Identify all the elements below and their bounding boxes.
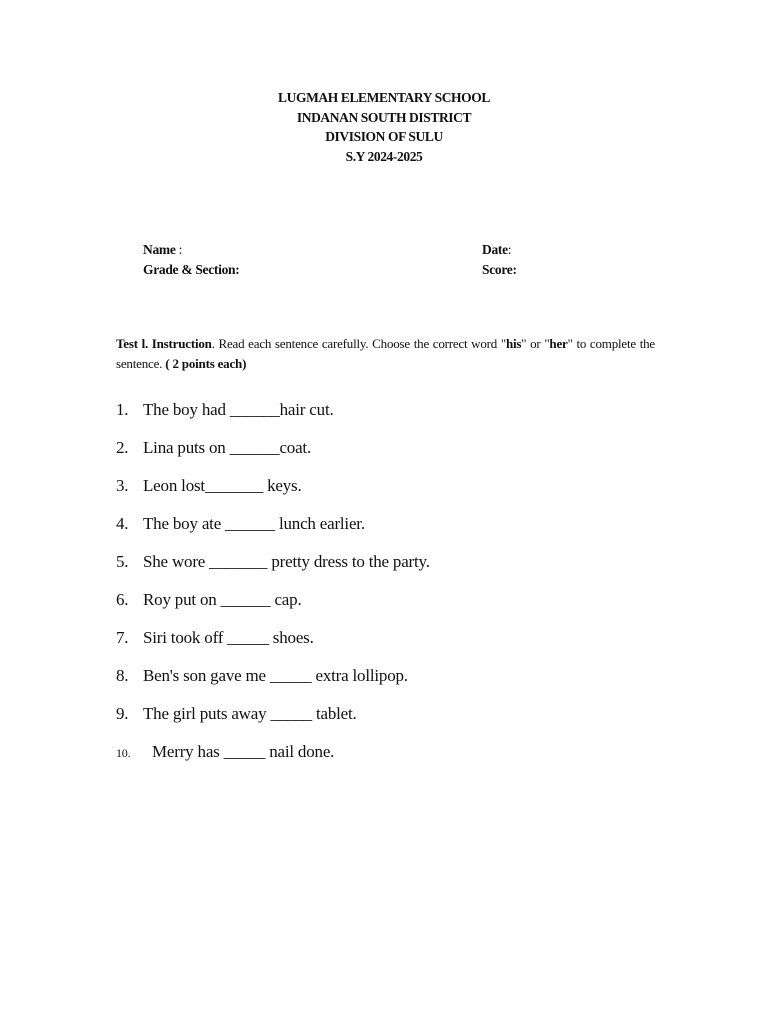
question-text: The boy had ______hair cut. <box>143 400 334 419</box>
school-name: LUGMAH ELEMENTARY SCHOOL <box>278 90 490 105</box>
name-field <box>143 240 239 260</box>
date-label: Date <box>482 242 508 257</box>
question-text: Roy put on ______ cap. <box>143 590 302 609</box>
name-label: Name <box>143 242 176 257</box>
name-separator: : <box>175 242 183 257</box>
school-header <box>0 88 768 166</box>
student-info-right <box>482 240 517 279</box>
question-item <box>116 703 430 741</box>
question-text: Siri took off _____ shoes. <box>143 628 314 647</box>
question-text: The boy ate ______ lunch earlier. <box>143 514 365 533</box>
instruction-text-3: " to complete the sentence. <box>116 336 655 371</box>
points-note: ( 2 points each) <box>165 355 247 371</box>
question-item <box>116 589 430 627</box>
question-number: 2. <box>116 438 129 457</box>
question-item <box>116 475 430 513</box>
question-number: 10. <box>116 746 131 760</box>
test-label: Test l. Instruction <box>116 336 212 351</box>
question-text: Ben's son gave me _____ extra lollipop. <box>143 666 408 685</box>
question-number: 5. <box>116 552 129 571</box>
test-instruction <box>116 334 655 373</box>
instruction-text-2: " or " <box>521 336 550 351</box>
question-number: 4. <box>116 514 129 533</box>
date-separator: : <box>507 242 512 257</box>
instruction-text-1: . Read each sentence carefully. Choose the correct word " <box>211 336 506 351</box>
grade-section-label: Grade & Section: <box>143 261 240 277</box>
question-text: Merry has _____ nail done. <box>152 742 335 761</box>
question-item <box>116 627 430 665</box>
school-year: S.Y 2024-2025 <box>345 148 423 164</box>
question-number: 9. <box>116 704 129 723</box>
date-field <box>482 240 517 260</box>
question-item <box>116 513 430 551</box>
question-number: 7. <box>116 628 129 647</box>
question-text: Leon lost_______ keys. <box>143 476 302 495</box>
question-text: Lina puts on ______coat. <box>143 438 312 457</box>
question-list <box>116 399 430 779</box>
question-item <box>116 437 430 475</box>
question-item <box>116 741 430 779</box>
district-name: INDANAN SOUTH DISTRICT <box>296 109 472 125</box>
student-info-left <box>143 240 239 279</box>
word-his: his <box>505 336 522 351</box>
question-item <box>116 551 430 589</box>
question-number: 3. <box>116 476 129 495</box>
word-her: her <box>549 336 568 351</box>
question-text: She wore _______ pretty dress to the party. <box>143 552 430 571</box>
question-item <box>116 665 430 703</box>
question-text: The girl puts away _____ tablet. <box>143 704 357 723</box>
division-name: DIVISION OF SULU <box>325 129 443 144</box>
question-item <box>116 399 430 437</box>
question-number: 8. <box>116 666 129 685</box>
question-number: 1. <box>116 400 129 419</box>
question-number: 6. <box>116 590 129 609</box>
score-label: Score: <box>482 261 517 277</box>
